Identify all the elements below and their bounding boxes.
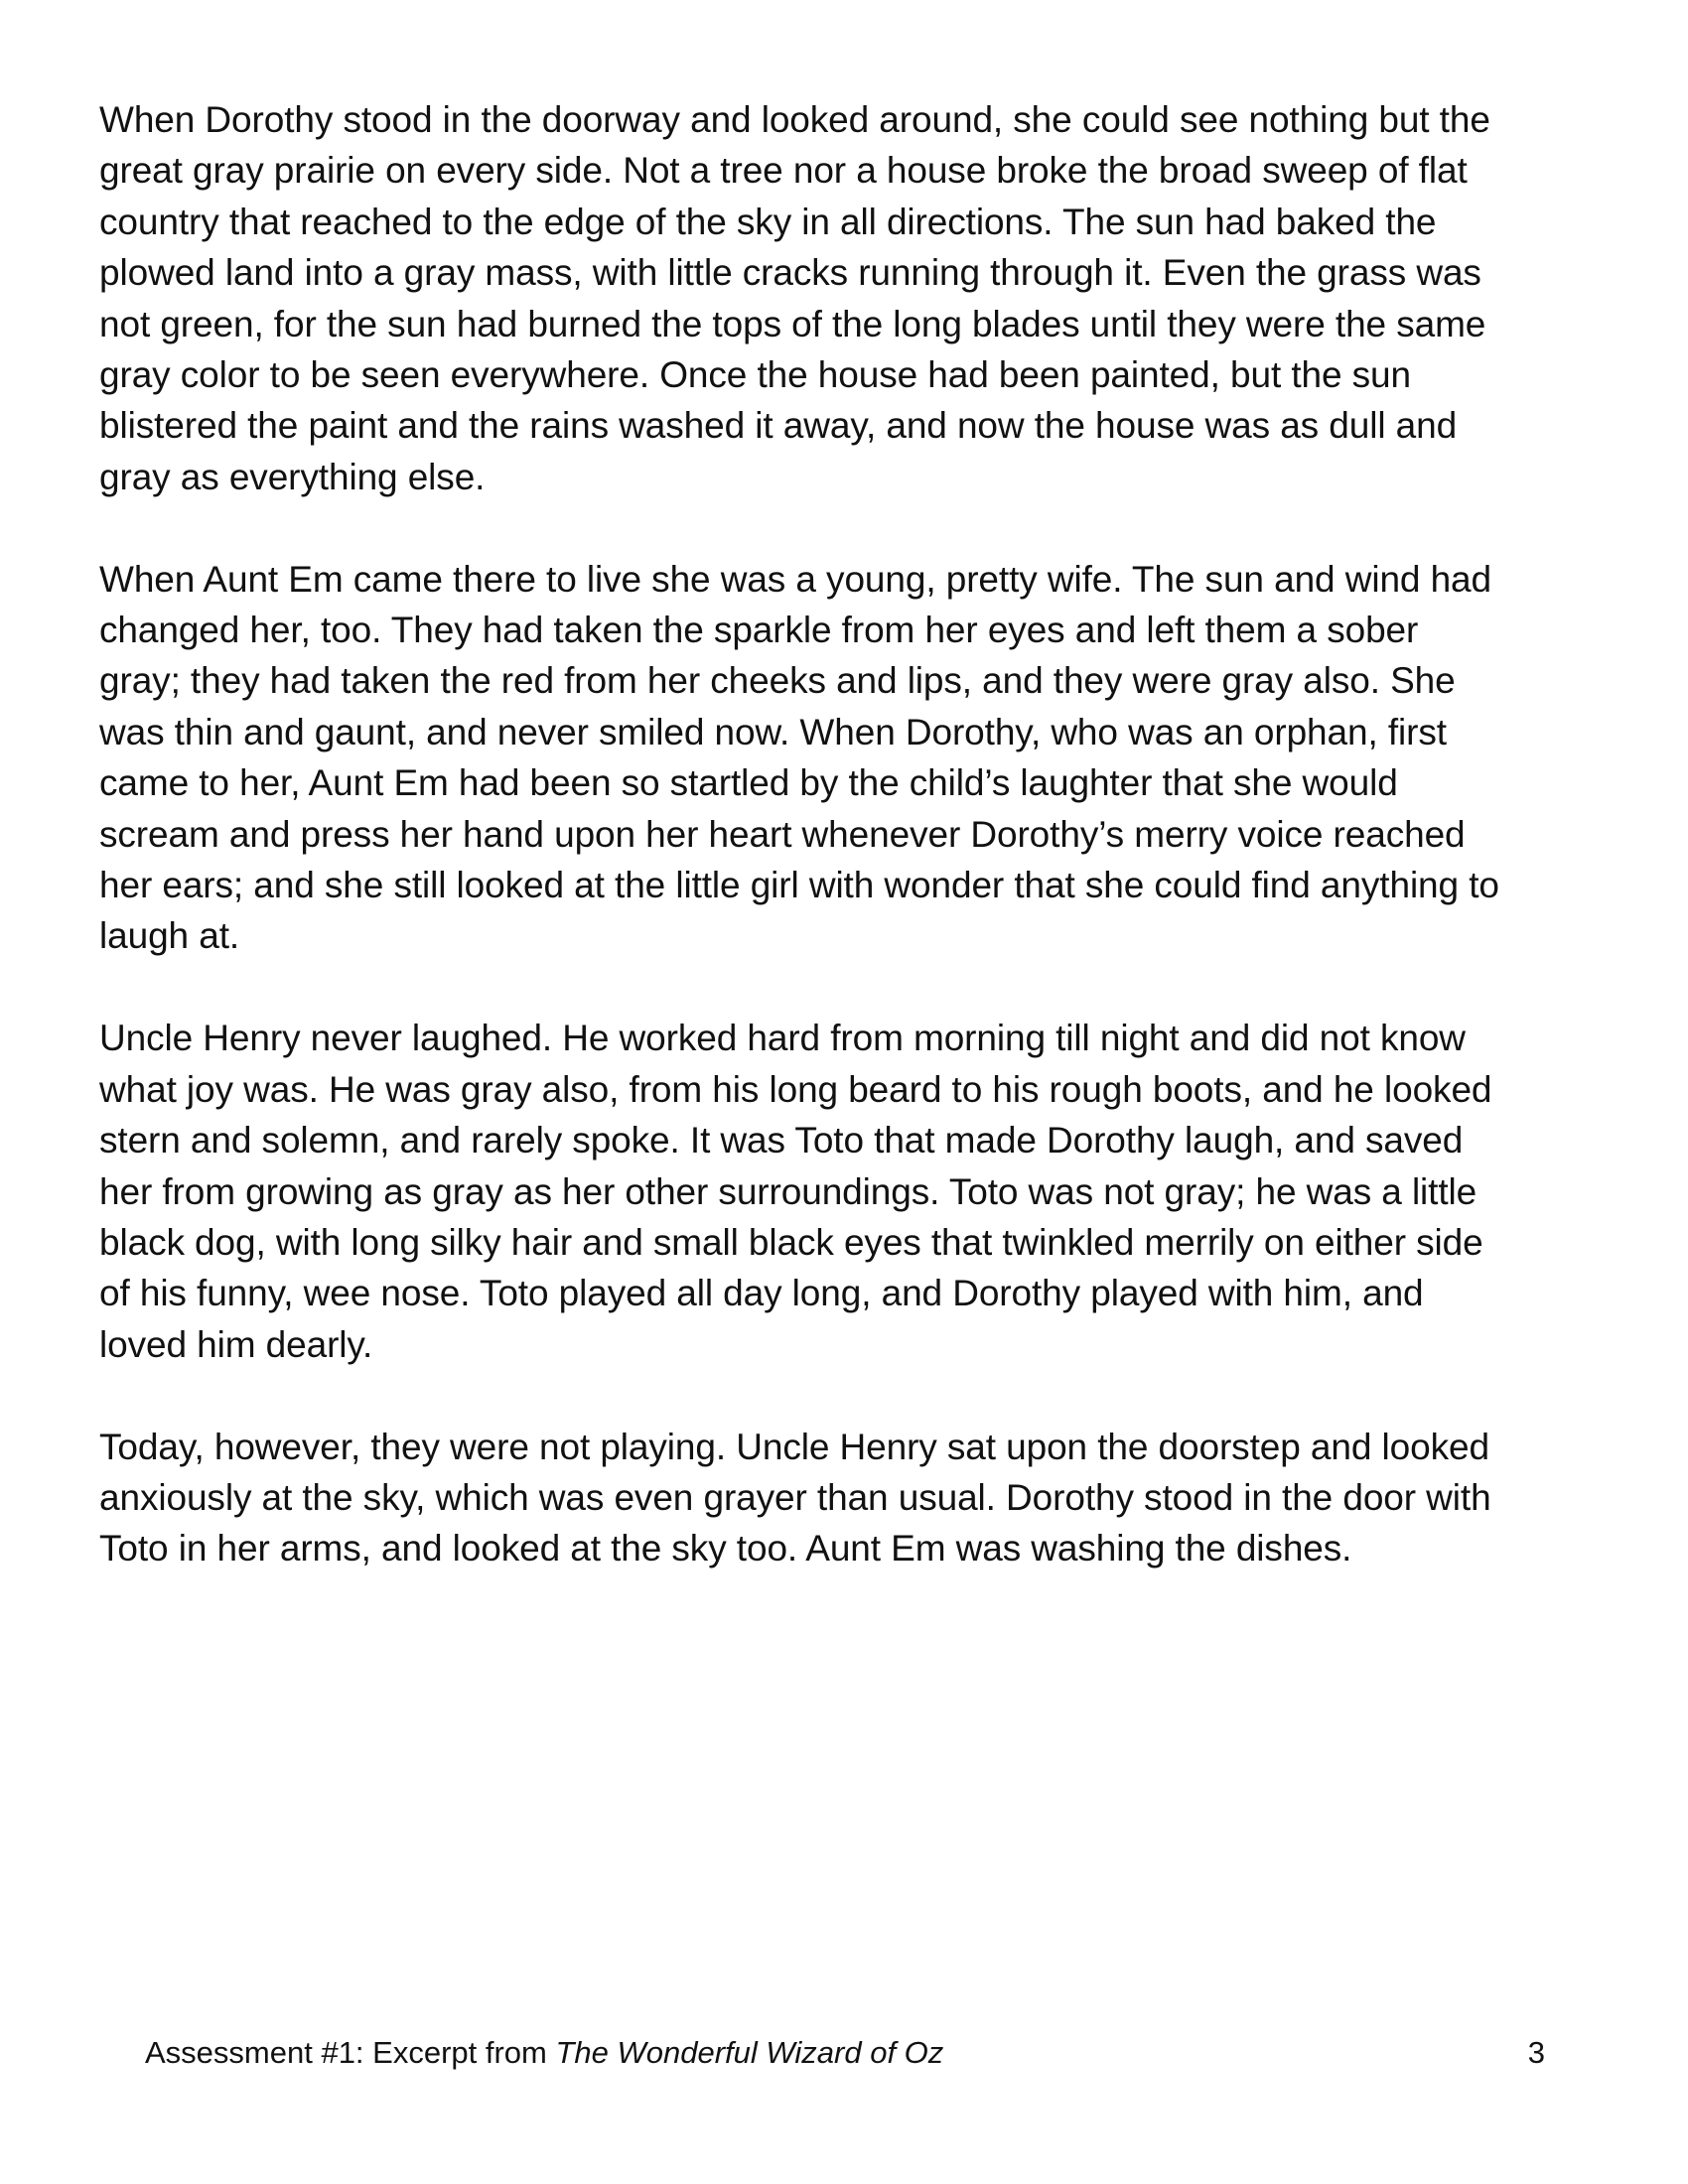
- page-footer: [145, 2033, 1545, 2073]
- footer-prefix: Assessment #1: Excerpt from: [145, 2035, 556, 2070]
- paragraph-3: Uncle Henry never laughed. He worked hard from morning till night and did not know what joy was. He was gray also, from his long beard to his rough boots, and he looked stern and solemn, and rarely spoke. It was Toto that made Dorothy laugh, and saved her from growing as gray as her other surroundings. Toto was not gray; he was a little black dog, with long silky hair and small black eyes that twinkled merrily on either side of his funny, wee nose. Toto played all day long, and Dorothy played with him, and loved him dearly.: [99, 1018, 1492, 1365]
- footer-label: [145, 2033, 943, 2073]
- footer-book-title: The Wonderful Wizard of Oz: [555, 2035, 944, 2070]
- excerpt-body: [99, 94, 1609, 1574]
- page-number: 3: [1527, 2035, 1545, 2070]
- paragraph-2: When Aunt Em came there to live she was a young, pretty wife. The sun and wind had changed her, too. They had taken the sparkle from her eyes and left them a sober gray; they had taken the red from her cheeks and lips, and they were gray also. She was thin and gaunt, and never smiled now. When Dorothy, who was an orphan, first came to her, Aunt Em had been so startled by the child’s laughter that she would scream and press her hand upon her heart whenever Dorothy’s merry voice reached her ears; and she still looked at the little girl with wonder that she could find anything to laugh at.: [99, 558, 1499, 957]
- paragraph-4: Today, however, they were not playing. Uncle Henry sat upon the doorstep and looked anxiously at the sky, which was even grayer than usual. Dorothy stood in the door with Toto in her arms, and looked at the sky too. Aunt Em was washing the dishes.: [99, 1426, 1491, 1570]
- paragraph-1: When Dorothy stood in the doorway and looked around, she could see nothing but the great gray prairie on every side. Not a tree nor a house broke the broad sweep of flat country that reached to the edge of the sky in all directions. The sun had baked the plowed land into a gray mass, with little cracks running through it. Even the grass was not green, for the sun had burned the tops of the long blades until they were the same gray color to be seen everywhere. Once the house had been painted, but the sun blistered the paint and the rains washed it away, and now the house was as dull and gray as everything else.: [99, 99, 1490, 497]
